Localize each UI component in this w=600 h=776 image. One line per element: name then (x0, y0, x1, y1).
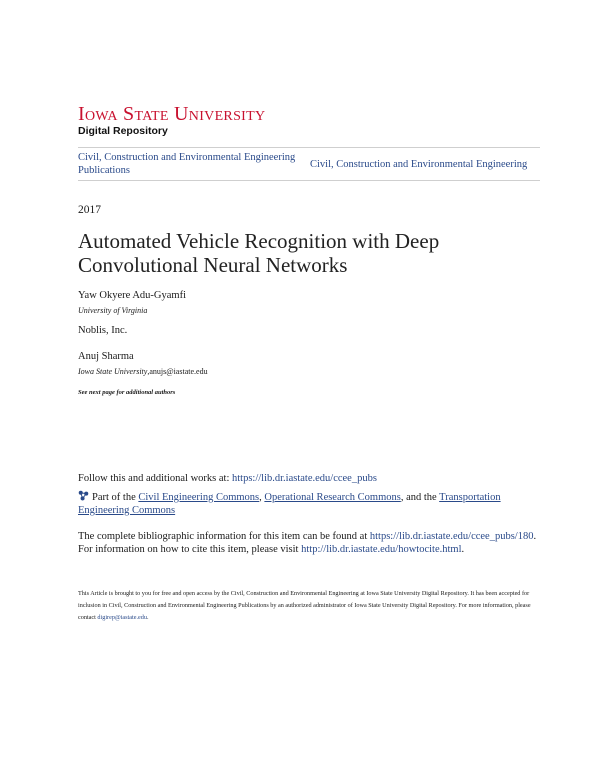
follow-text: Follow this and additional works at: (78, 473, 232, 484)
university-name: Iowa State University (78, 103, 266, 125)
follow-line (78, 472, 548, 485)
citation-text: The complete bibliographic information for this item can be found at (78, 531, 370, 542)
collection-link-publications[interactable]: Civil, Construction and Environmental Engineering Publications (78, 152, 296, 176)
citation-end: . (461, 544, 465, 555)
howtocite-link[interactable]: http://lib.dr.iastate.edu/howtocite.html (301, 544, 462, 555)
citation-text-2: . For information on how to cite this item, please visit (78, 531, 537, 555)
author-name: Yaw Okyere Adu-Gyamfi (78, 290, 186, 301)
see-next-page-note: See next page for additional authors (78, 389, 176, 396)
top-rule (78, 147, 540, 148)
university-logo (78, 104, 265, 137)
conjunction: , and the (400, 492, 440, 503)
civil-engineering-commons-link[interactable]: Civil Engineering Commons (138, 492, 260, 503)
access-notice-text: This Article is brought to you for free and open access by the Civil, Construction and Environmental Engineering at Iowa State University Digital Repository. It has been accepted for inclusion in Civil, Construction and Environmental Engineering Publications by an authorized administrator of Iowa State University Digital Repository. For more information, please contact (78, 590, 531, 621)
access-notice (78, 588, 540, 624)
author-email-link[interactable]: anujs@iastate.edu (149, 367, 208, 376)
separator: , (259, 492, 265, 503)
bottom-rule (78, 180, 540, 181)
author-affiliation: University of Virginia (78, 306, 148, 315)
citation-url-link[interactable]: https://lib.dr.iastate.edu/ccee_pubs/180 (369, 531, 534, 542)
article-title: Automated Vehicle Recognition with Deep Convolutional Neural Networks (78, 229, 440, 277)
transportation-engineering-commons-link[interactable]: Transportation Engineering Commons (78, 492, 501, 516)
contact-email-link[interactable]: digirep@iastate.edu (97, 614, 147, 621)
network-commons-icon (78, 490, 89, 501)
affiliation-name: Iowa State University (78, 367, 148, 376)
publication-year: 2017 (78, 204, 101, 216)
part-of-line (78, 490, 548, 517)
citation-paragraph (78, 530, 548, 556)
author-name: Anuj Sharma (78, 351, 134, 362)
author-affiliation: Iowa State University,anujs@iastate.edu (78, 367, 208, 376)
operational-research-commons-link[interactable]: Operational Research Commons (264, 492, 401, 503)
part-of-prefix: Part of the (92, 492, 139, 503)
author-name: Noblis, Inc. (78, 325, 128, 336)
follow-url-link[interactable]: https://lib.dr.iastate.edu/ccee_pubs (232, 473, 377, 484)
collection-link-department[interactable]: Civil, Construction and Environmental Engineering (310, 159, 528, 170)
repository-name: Digital Repository (78, 125, 168, 137)
access-notice-end: . (146, 614, 149, 621)
